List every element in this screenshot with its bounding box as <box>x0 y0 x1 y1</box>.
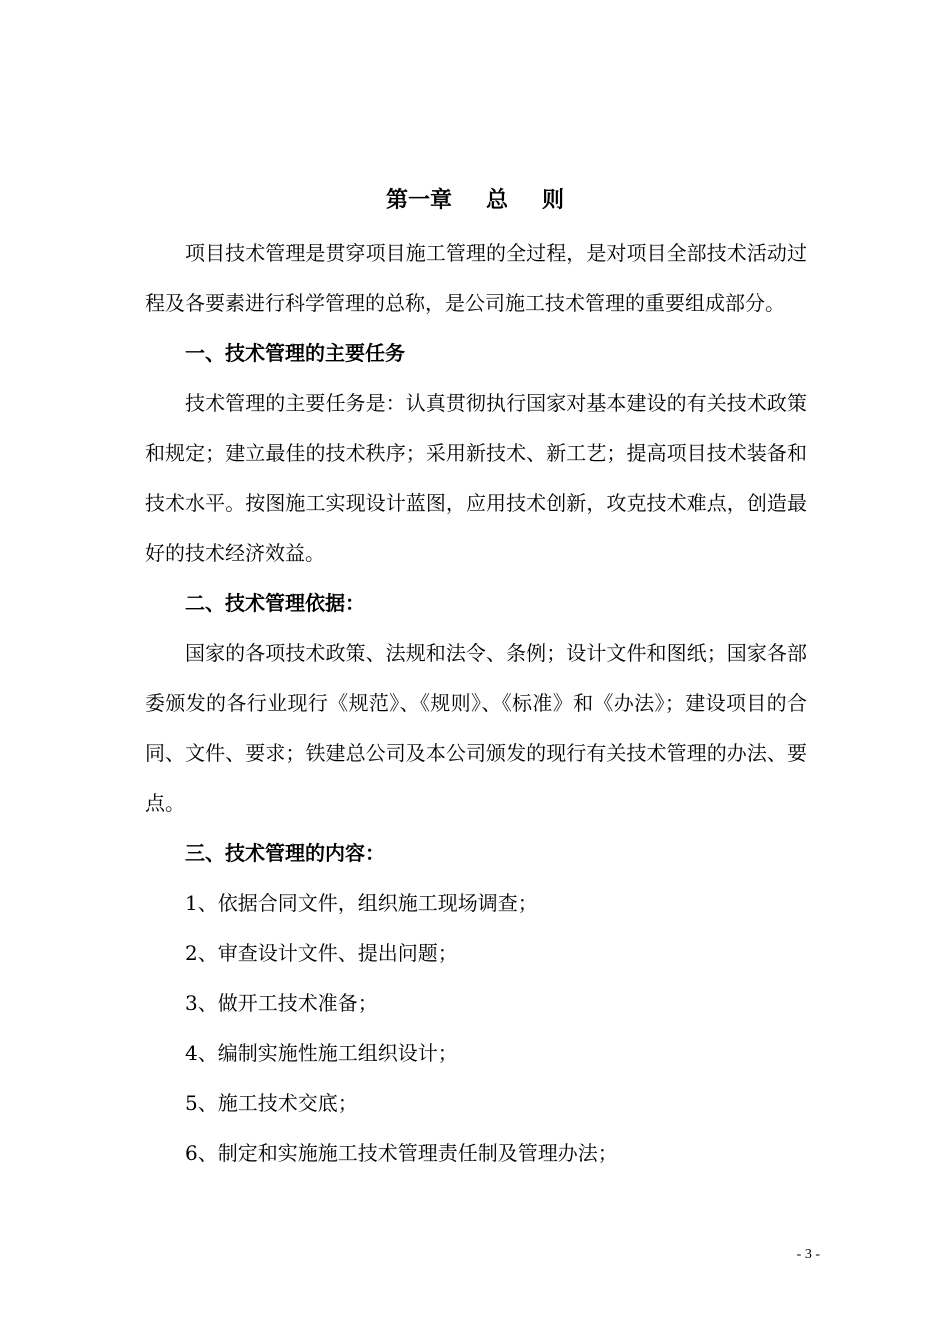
chapter-title <box>145 178 805 222</box>
list-item: 3、做开工技术准备； <box>185 991 378 1015</box>
section-body-tasks: 技术管理的主要任务是：认真贯彻执行国家对基本建设的有关技术政策和规定；建立最佳的技术秩序；采用新技术、新工艺；提高项目技术装备和技术水平。按图施工实现设计蓝图，应用技术创新，攻克技术难点，创造最好的技术经济效益。 <box>145 391 807 565</box>
list-item: 5、施工技术交底； <box>185 1091 358 1115</box>
list-item: 2、审查设计文件、提出问题； <box>185 941 458 965</box>
document-body <box>145 228 807 1178</box>
section-heading-tasks: 一、技术管理的主要任务 <box>185 341 405 365</box>
section-heading-basis: 二、技术管理依据： <box>185 591 365 615</box>
section-body-basis: 国家的各项技术政策、法规和法令、条例；设计文件和图纸；国家各部委颁发的各行业现行《规范》、《规则》、《标准》和《办法》；建设项目的合同、文件、要求；铁建总公司及本公司颁发的现行有关技术管理的办法、要点。 <box>145 641 807 815</box>
chapter-title-word-1: 总 <box>485 187 508 213</box>
section-heading-content: 三、技术管理的内容： <box>185 841 385 865</box>
page-number: - 3 - <box>796 1247 820 1262</box>
list-item: 4、编制实施性施工组织设计； <box>185 1041 458 1065</box>
chapter-title-number: 第一章 <box>385 187 452 213</box>
list-item: 6、制定和实施施工技术管理责任制及管理办法； <box>185 1141 618 1165</box>
chapter-title-word-2: 则 <box>542 187 565 213</box>
intro-paragraph: 项目技术管理是贯穿项目施工管理的全过程，是对项目全部技术活动过程及各要素进行科学管理的总称，是公司施工技术管理的重要组成部分。 <box>145 241 807 315</box>
list-item: 1、依据合同文件，组织施工现场调查； <box>185 891 538 915</box>
